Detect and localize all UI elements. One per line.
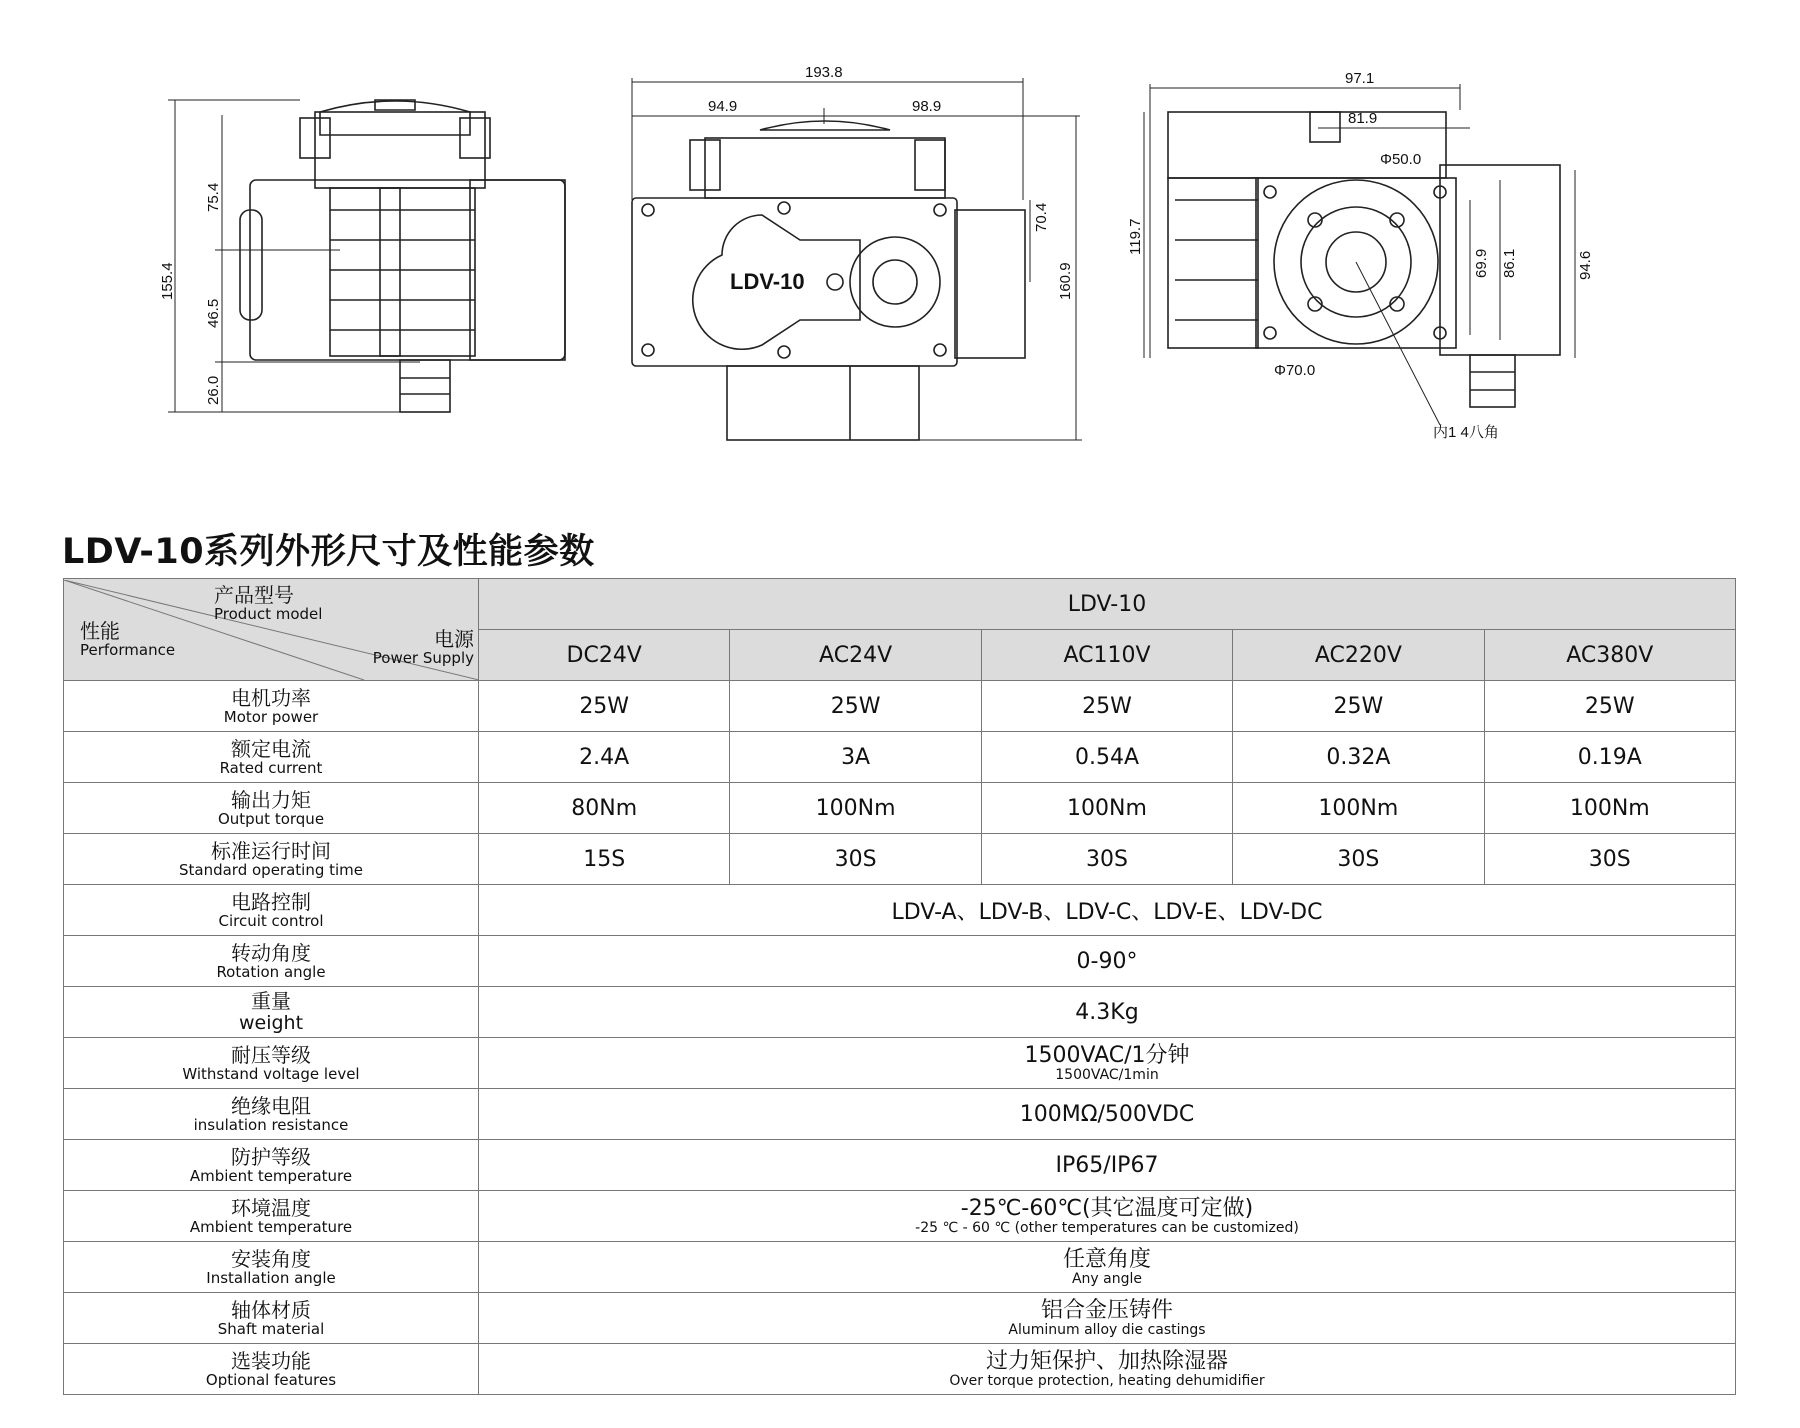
table-cell: 4.3Kg — [1075, 999, 1139, 1025]
table-cell: 0.54A — [981, 732, 1232, 783]
table-row — [64, 1191, 1736, 1242]
row-label-en: Installation angle — [206, 1268, 336, 1287]
table-cell: 100Nm — [981, 783, 1232, 834]
bottom-dim-119-7: 119.7 — [1127, 218, 1144, 255]
voltage-cell: AC220V — [1233, 630, 1484, 681]
table-row — [64, 1038, 1736, 1089]
table-cell: IP65/IP67 — [1055, 1152, 1159, 1178]
table-row — [64, 1089, 1736, 1140]
table-row — [64, 783, 1736, 834]
side-view-drawing — [168, 100, 565, 412]
table-row — [64, 1344, 1736, 1395]
table-cell: 任意角度 — [1062, 1246, 1151, 1272]
row-label-en: Standard operating time — [178, 860, 364, 879]
table-cell: 0.19A — [1484, 732, 1735, 783]
row-label-zh: 标准运行时间 — [211, 838, 331, 863]
front-dim-70-4: 70.4 — [1033, 202, 1050, 232]
side-dim-26-0: 26.0 — [205, 375, 222, 405]
row-label-en: Motor power — [223, 707, 319, 726]
table-row — [64, 1293, 1736, 1344]
table-row — [64, 834, 1736, 885]
row-label-zh: 绝缘电阻 — [231, 1093, 311, 1118]
row-label-zh: 耐压等级 — [231, 1042, 311, 1067]
table-cell: 0.32A — [1233, 732, 1484, 783]
bottom-dim-97-1: 97.1 — [1345, 70, 1375, 87]
header-power-zh: 电源 — [434, 626, 474, 651]
technical-drawings — [0, 0, 1800, 470]
header-model-en: Product model — [214, 604, 323, 623]
row-label-en: Rated current — [219, 758, 323, 777]
front-view-drawing — [632, 78, 1082, 440]
row-label-en: Rotation angle — [216, 962, 326, 981]
table-cell-sub: Over torque protection, heating dehumidifier — [949, 1372, 1265, 1389]
front-dim-98-9: 98.9 — [912, 98, 942, 115]
table-cell: -25℃-60℃(其它温度可定做) — [960, 1195, 1254, 1221]
table-row — [64, 1242, 1736, 1293]
front-dim-94-9: 94.9 — [708, 98, 738, 115]
model-value-cell: LDV-10 — [479, 579, 1736, 630]
row-label-en: Optional features — [205, 1370, 337, 1389]
table-cell: 15S — [479, 834, 730, 885]
table-cell: 30S — [1233, 834, 1484, 885]
table-cell: 25W — [730, 681, 981, 732]
front-label-ldv10: LDV-10 — [730, 269, 805, 294]
table-cell-sub: Any angle — [1071, 1270, 1143, 1287]
table-cell: 100MΩ/500VDC — [1019, 1101, 1195, 1127]
row-label-en: Shaft material — [217, 1319, 325, 1338]
voltage-cell: AC110V — [981, 630, 1232, 681]
spec-table — [63, 578, 1736, 1395]
header-power-en: Power Supply — [372, 648, 474, 667]
side-dim-155-4: 155.4 — [159, 262, 176, 300]
table-cell: 30S — [1484, 834, 1735, 885]
header-diagonal-cell — [64, 579, 479, 681]
row-label-en: Output torque — [217, 809, 325, 828]
table-row — [64, 732, 1736, 783]
table-cell-sub: -25 ℃ - 60 ℃ (other temperatures can be customized) — [915, 1219, 1299, 1236]
table-cell: 3A — [730, 732, 981, 783]
table-cell: 100Nm — [1233, 783, 1484, 834]
table-row — [64, 885, 1736, 936]
front-dim-160-9: 160.9 — [1057, 262, 1074, 300]
table-cell: 25W — [479, 681, 730, 732]
bottom-dim-94-6: 94.6 — [1577, 250, 1594, 280]
table-cell: 80Nm — [479, 783, 730, 834]
table-cell: 25W — [1484, 681, 1735, 732]
table-cell: 25W — [981, 681, 1232, 732]
row-label-en: insulation resistance — [193, 1115, 349, 1134]
bottom-note-octagon: 内1 4八角 — [1433, 424, 1499, 441]
row-label-zh: 额定电流 — [231, 736, 311, 761]
header-perf-en: Performance — [80, 640, 176, 659]
table-cell: 0-90° — [1076, 948, 1138, 974]
table-cell: 1500VAC/1分钟 — [1024, 1042, 1190, 1068]
voltage-cell: DC24V — [479, 630, 730, 681]
row-label-zh: 防护等级 — [231, 1144, 311, 1169]
bottom-dim-phi50: Φ50.0 — [1380, 151, 1422, 168]
row-label-zh: 环境温度 — [231, 1195, 311, 1220]
table-cell-sub: Aluminum alloy die castings — [1008, 1321, 1206, 1338]
table-cell: 2.4A — [479, 732, 730, 783]
header-model-zh: 产品型号 — [214, 582, 294, 607]
drawings-svg — [0, 0, 1800, 470]
row-label-zh: 电路控制 — [231, 889, 311, 914]
bottom-dim-phi70: Φ70.0 — [1274, 362, 1316, 379]
page-title: LDV-10系列外形尺寸及性能参数 — [62, 532, 595, 572]
row-label-zh: 选装功能 — [231, 1348, 311, 1373]
row-label-en: Ambient temperature — [189, 1217, 353, 1236]
table-cell: 铝合金压铸件 — [1040, 1297, 1173, 1323]
table-row — [64, 987, 1736, 1038]
table-row — [64, 936, 1736, 987]
row-label-zh: 转动角度 — [231, 940, 311, 965]
row-label-zh: 电机功率 — [231, 685, 311, 710]
table-cell-sub: 1500VAC/1min — [1055, 1066, 1159, 1083]
bottom-dim-86-1: 86.1 — [1501, 248, 1518, 278]
side-dim-46-5: 46.5 — [205, 298, 222, 328]
row-label-zh: 输出力矩 — [231, 787, 311, 812]
row-label-en: Withstand voltage level — [182, 1064, 360, 1083]
table-cell: 过力矩保护、加热除湿器 — [985, 1348, 1228, 1374]
row-label-zh: 重量 — [251, 989, 291, 1013]
bottom-dim-69-9: 69.9 — [1473, 248, 1490, 278]
table-row — [64, 681, 1736, 732]
voltage-cell: AC24V — [730, 630, 981, 681]
row-label-zh: 安装角度 — [231, 1246, 311, 1271]
voltage-cell: AC380V — [1484, 630, 1735, 681]
table-cell: 100Nm — [730, 783, 981, 834]
table-row — [64, 1140, 1736, 1191]
bottom-dim-81-9: 81.9 — [1348, 110, 1378, 127]
table-cell: 25W — [1233, 681, 1484, 732]
header-perf-zh: 性能 — [80, 618, 120, 643]
table-cell: 30S — [730, 834, 981, 885]
row-label-en: Circuit control — [218, 911, 324, 930]
row-label-en: weight — [238, 1012, 304, 1034]
table-cell: 30S — [981, 834, 1232, 885]
front-dim-193-8: 193.8 — [805, 64, 843, 81]
side-dim-75-4: 75.4 — [205, 182, 222, 212]
table-cell: LDV-A、LDV-B、LDV-C、LDV-E、LDV-DC — [891, 899, 1323, 925]
row-label-en: Ambient temperature — [189, 1166, 353, 1185]
table-cell: 100Nm — [1484, 783, 1735, 834]
row-label-zh: 轴体材质 — [231, 1297, 311, 1322]
